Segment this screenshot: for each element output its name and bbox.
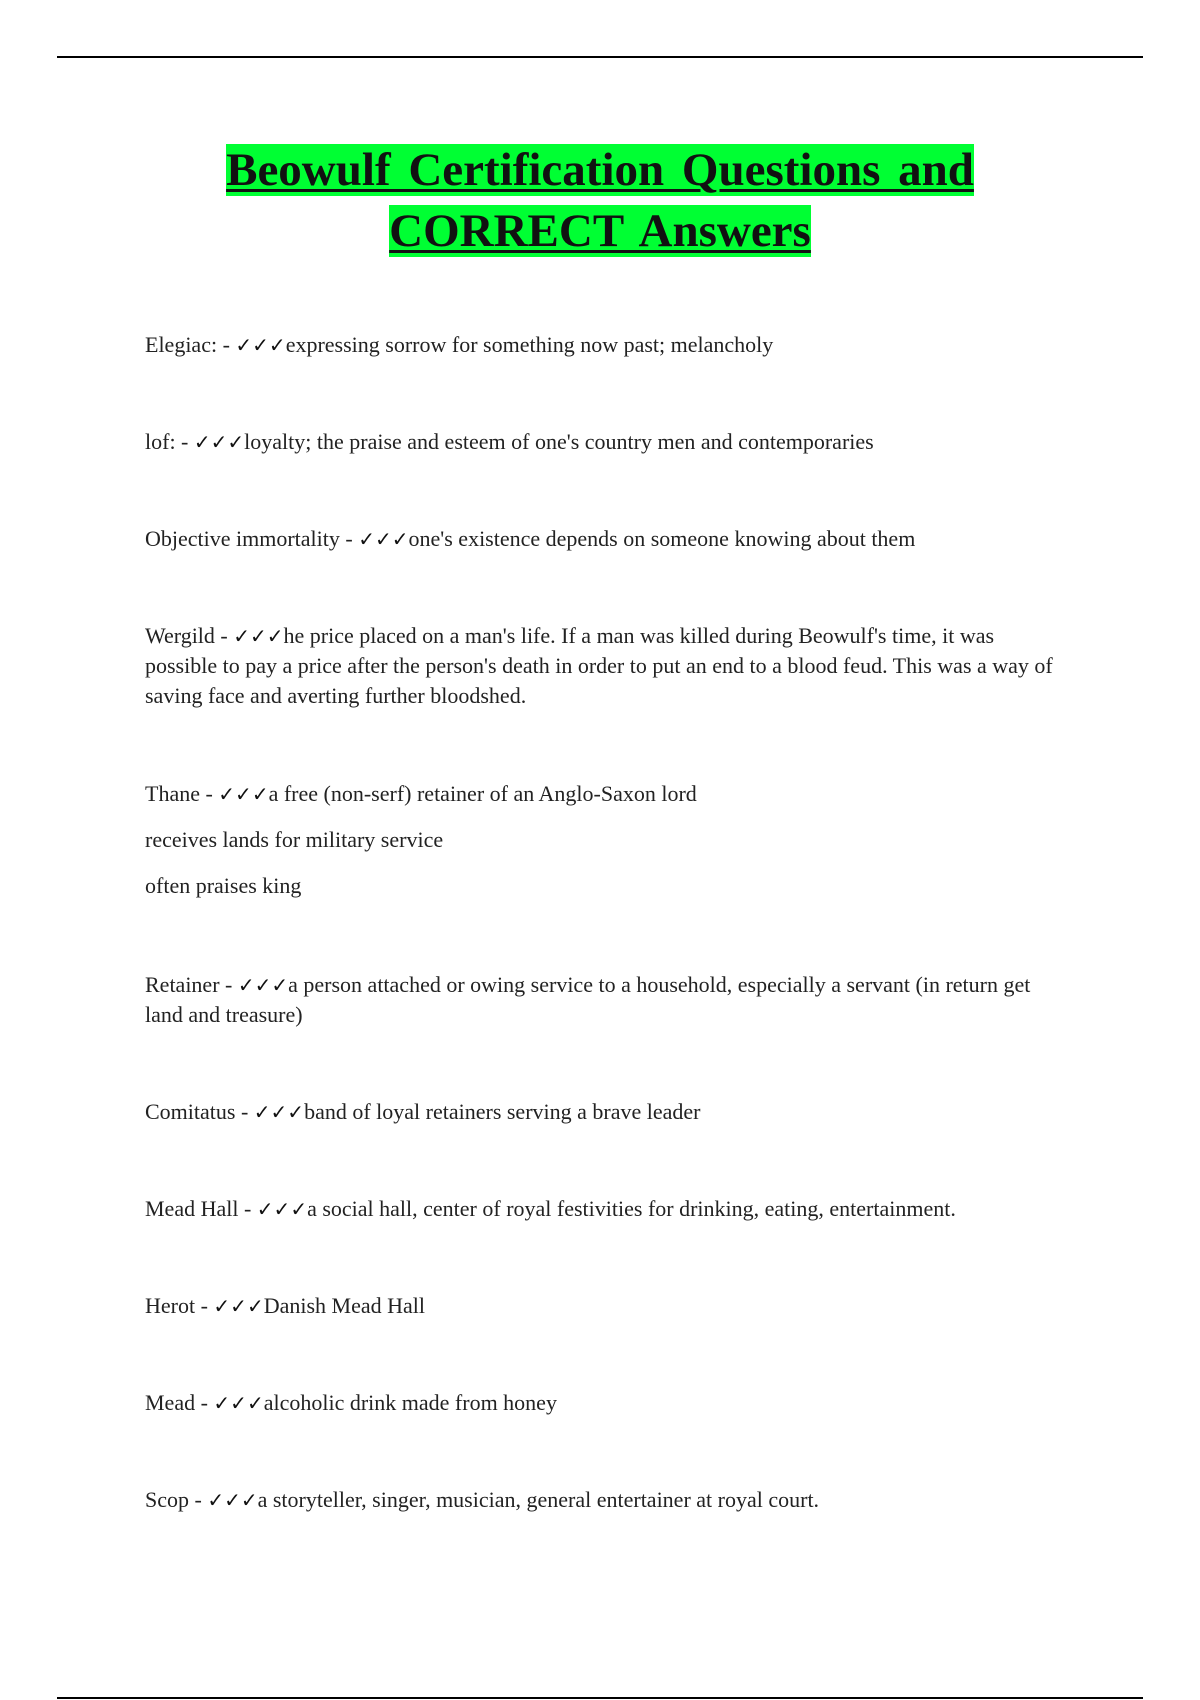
entry-definition: band of loyal retainers serving a brave leader xyxy=(304,1099,701,1124)
check-marks-icon: ✓✓✓ xyxy=(193,430,245,454)
entry-mead-hall xyxy=(145,1194,1065,1224)
check-marks-icon: ✓✓✓ xyxy=(253,1100,305,1124)
entry-term: Mead Hall - xyxy=(145,1196,257,1221)
entry-definition: a person attached or owing service to a household, especially a servant (in return get land and treasure) xyxy=(145,972,1031,1027)
check-marks-icon: ✓✓✓ xyxy=(233,624,284,648)
entry-lof xyxy=(145,427,1065,457)
check-marks-icon: ✓✓✓ xyxy=(213,1294,264,1318)
document-title xyxy=(0,140,1200,262)
entry-term: Scop - xyxy=(145,1487,208,1512)
entry-elegiac xyxy=(145,330,1065,360)
bottom-rule xyxy=(57,1697,1143,1699)
entry-term: Retainer - xyxy=(145,972,238,997)
entry-herot xyxy=(145,1291,1065,1321)
entry-term: Herot - xyxy=(145,1293,214,1318)
entry-term: Objective immortality - xyxy=(145,526,359,551)
entry-definition: alcoholic drink made from honey xyxy=(263,1390,557,1415)
check-marks-icon: ✓✓✓ xyxy=(256,1197,308,1221)
entry-definition: a free (non-serf) retainer of an Anglo-Saxon lord xyxy=(268,781,697,806)
entry-objective-immortality xyxy=(145,524,1065,554)
entry-term: Wergild - xyxy=(145,623,234,648)
entry-term: Comitatus - xyxy=(145,1099,254,1124)
entry-definition: one's existence depends on someone knowing about them xyxy=(408,526,916,551)
check-marks-icon: ✓✓✓ xyxy=(237,973,289,997)
entry-term: lof: - xyxy=(145,429,194,454)
entry-wergild xyxy=(145,621,1065,711)
entry-thane xyxy=(145,779,1065,901)
entry-definition: expressing sorrow for something now past; melancholy xyxy=(285,332,774,357)
entry-extra-line: receives lands for military service xyxy=(145,827,444,852)
entry-term: Mead - xyxy=(145,1390,214,1415)
entry-term: Thane - xyxy=(145,781,219,806)
entry-definition: he price placed on a man's life. If a man was killed during Beowulf's time, it was possible to pay a price after the person's death in order to put an end to a blood feud. This was a way of saving face and averting further bloodshed. xyxy=(145,623,1053,708)
entry-mead xyxy=(145,1388,1065,1418)
entry-definition: a storyteller, singer, musician, general entertainer at royal court. xyxy=(257,1487,820,1512)
check-marks-icon: ✓✓✓ xyxy=(218,782,269,806)
entry-retainer xyxy=(145,970,1065,1030)
entry-definition: a social hall, center of royal festivities for drinking, eating, entertainment. xyxy=(307,1196,956,1221)
entry-term: Elegiac: - xyxy=(145,332,236,357)
top-rule xyxy=(57,56,1143,58)
check-marks-icon: ✓✓✓ xyxy=(235,333,286,357)
entry-scop xyxy=(145,1485,1065,1515)
check-marks-icon: ✓✓✓ xyxy=(358,527,409,551)
entry-definition: loyalty; the praise and esteem of one's country men and contemporaries xyxy=(244,429,874,454)
title-line-1: Beowulf Certification Questions and xyxy=(226,144,974,196)
entry-comitatus xyxy=(145,1097,1065,1127)
title-line-2: CORRECT Answers xyxy=(389,205,811,257)
entry-extra-line: often praises king xyxy=(145,873,302,898)
check-marks-icon: ✓✓✓ xyxy=(213,1391,264,1415)
entry-definition: Danish Mead Hall xyxy=(263,1293,425,1318)
check-marks-icon: ✓✓✓ xyxy=(207,1488,258,1512)
